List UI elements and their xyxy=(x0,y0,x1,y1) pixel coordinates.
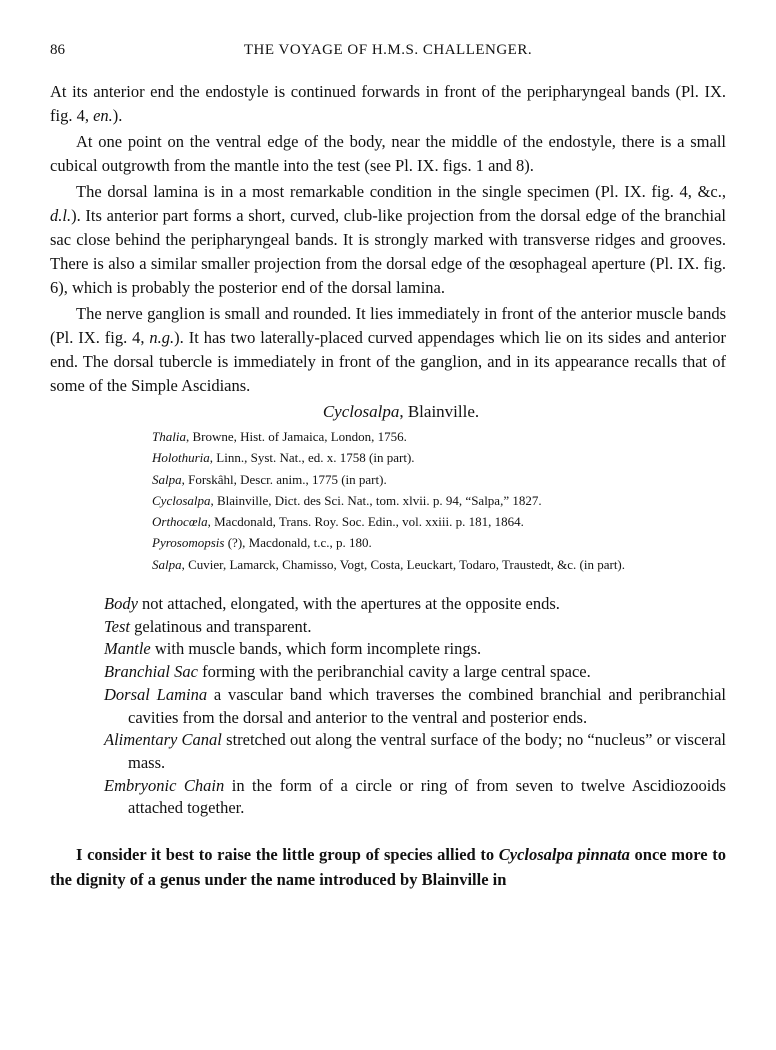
character-item: Embryonic Chain in the form of a circle or ring of from seven to twelve Ascidiozooids attached together. xyxy=(104,775,726,818)
character-item: Body not attached, elongated, with the apertures at the opposite ends. xyxy=(104,594,560,614)
character-item: Mantle with muscle bands, which form incomplete rings. xyxy=(104,639,482,659)
genus-heading xyxy=(50,400,726,424)
paragraph-endostyle: At its anterior end the endostyle is continued forwards in front of the peripharyngeal bands (Pl. IX. fig. 4, en.). xyxy=(50,82,726,125)
character-item: Branchial Sac forming with the peribranchial cavity a large central space. xyxy=(104,662,591,682)
page-header xyxy=(50,42,726,64)
synonym-item: Pyrosomopsis (?), Macdonald, t.c., p. 180. xyxy=(152,535,372,551)
paragraph-nerve-ganglion: The nerve ganglion is small and rounded. It lies immediately in front of the anterior muscle bands (Pl. IX. fig. 4, n.g.). It has two laterally-placed curved appendages which lie on its sides and anterior end. The dorsal tubercle is immediately in front of the ganglion, and in its appearance recalls that of some of the Simple Ascidians. xyxy=(50,304,727,395)
running-title: THE VOYAGE OF H.M.S. CHALLENGER. xyxy=(243,42,533,58)
synonym-item: Orthocœla, Macdonald, Trans. Roy. Soc. Edin., vol. xxiii. p. 181, 1864. xyxy=(152,514,524,530)
generic-characters-list xyxy=(50,593,726,820)
body-text xyxy=(50,80,726,894)
synonym-item: Salpa, Forskâhl, Descr. anim., 1775 (in part). xyxy=(152,471,387,487)
synonym-item: Salpa, Cuvier, Lamarck, Chamisso, Vogt, Costa, Leuckart, Todaro, Traustedt, &c. (in part). xyxy=(152,556,626,572)
character-item: Dorsal Lamina a vascular band which traverses the combined branchial and peribranchial cavities from the dorsal and anterior to the ventral and posterior ends. xyxy=(104,684,726,727)
synonymy-list xyxy=(50,426,726,575)
paragraph-genus-rationale: I consider it best to raise the little group of species allied to Cyclosalpa pinnata once more to the dignity of a genus under the name introduced by Blainville in xyxy=(50,845,727,890)
synonym-item: Holothuria, Linn., Syst. Nat., ed. x. 1758 (in part). xyxy=(152,450,415,466)
paragraph-outgrowth: At one point on the ventral edge of the body, near the middle of the endostyle, there is a small cubical outgrowth from the mantle into the test (see Pl. IX. figs. 1 and 8). xyxy=(50,132,726,175)
character-item: Test gelatinous and transparent. xyxy=(104,616,312,636)
synonym-item: Thalia, Browne, Hist. of Jamaica, London, 1756. xyxy=(152,429,407,444)
genus-authority: , Blainville. xyxy=(399,402,480,421)
page-number: 86 xyxy=(50,42,65,58)
paragraph-dorsal-lamina: The dorsal lamina is in a most remarkable condition in the single specimen (Pl. IX. fig. 4, &c., d.l.). Its anterior part forms a short, curved, club-like projection from the dorsal edge of the branchial sac close behind the peripharyngeal bands. It is strongly marked with transverse ridges and grooves. There is also a similar smaller projection from the dorsal edge of the œsophageal aperture (Pl. IX. fig. 6), which is probably the posterior end of the dorsal lamina. xyxy=(50,182,726,297)
genus-name: Cyclosalpa xyxy=(322,402,400,421)
synonym-item: Cyclosalpa, Blainville, Dict. des Sci. Nat., tom. xlvii. p. 94, “Salpa,” 1827. xyxy=(152,492,542,508)
character-item: Alimentary Canal stretched out along the ventral surface of the body; no “nucleus” or visceral mass. xyxy=(104,730,727,772)
